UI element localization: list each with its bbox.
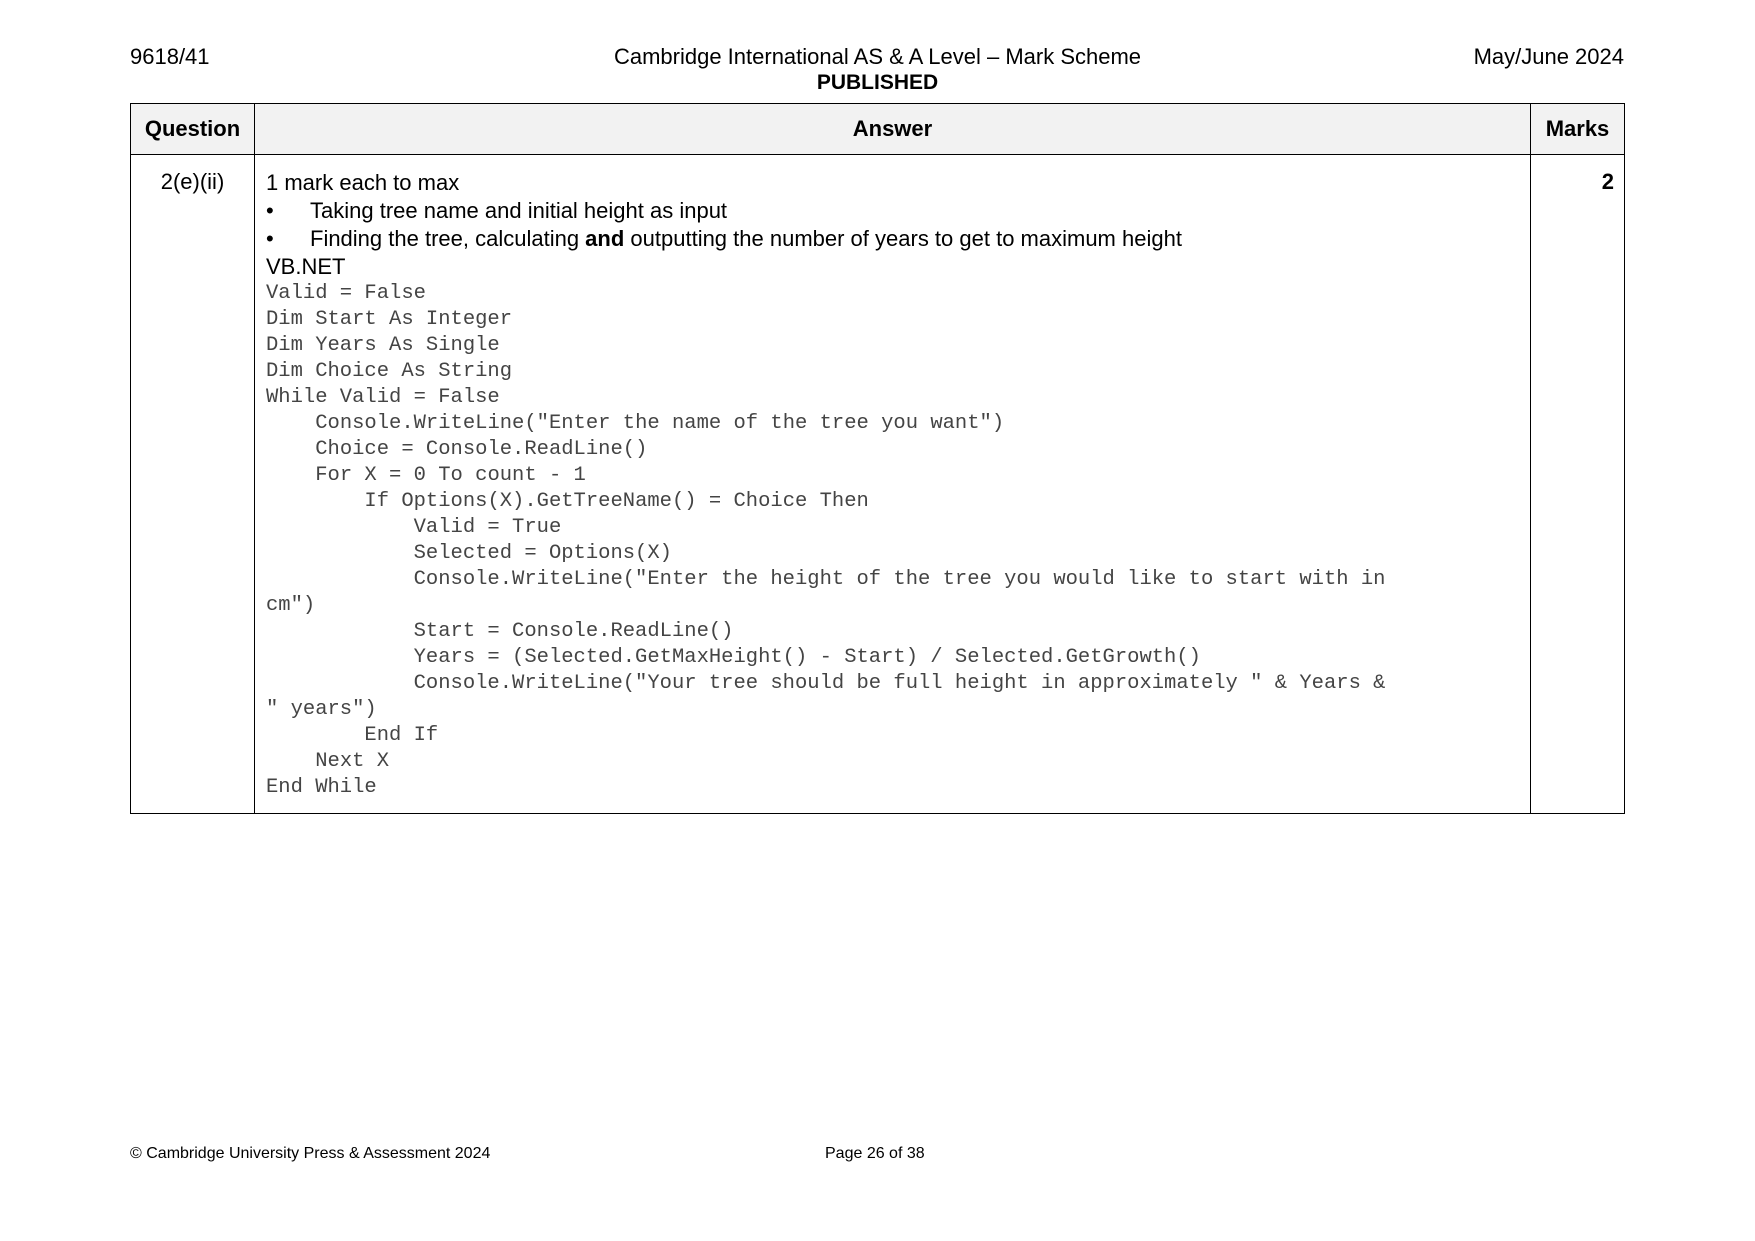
- marking-point-text: Taking tree name and initial height as input: [310, 198, 728, 223]
- code-line: While Valid = False: [266, 386, 500, 409]
- marks-value: 2: [1531, 155, 1625, 814]
- code-line: Dim Choice As String: [266, 360, 513, 383]
- code-line: cm"): [266, 594, 316, 617]
- page-number: Page 26 of 38: [825, 1145, 925, 1162]
- paper-code: 9618/41: [130, 44, 210, 69]
- answer-cell: [255, 155, 1531, 814]
- code-line: Console.WriteLine("Your tree should be full height in approximately " & Years &: [266, 672, 1386, 695]
- marking-point-text: Finding the tree, calculating and outputting the number of years to get to maximum height: [310, 226, 1182, 251]
- code-line: End While: [266, 776, 377, 799]
- code-line: Next X: [266, 750, 390, 773]
- code-line: End If: [266, 724, 439, 747]
- code-line: Valid = False: [266, 282, 426, 305]
- published-label: PUBLISHED: [816, 71, 939, 94]
- question-column-header: Question: [131, 104, 255, 155]
- table-row: [131, 155, 1625, 814]
- code-line: Dim Years As Single: [266, 334, 500, 357]
- question-number: 2(e)(ii): [131, 155, 255, 814]
- code-line: Selected = Options(X): [266, 542, 672, 565]
- code-line: Years = (Selected.GetMaxHeight() - Start) / Selected.GetGrowth(): [266, 646, 1201, 669]
- exam-session: May/June 2024: [1473, 44, 1624, 69]
- code-listing: [266, 281, 1520, 801]
- code-line: Choice = Console.ReadLine(): [266, 438, 648, 461]
- bullet-icon: •: [266, 226, 274, 251]
- bullet-icon: •: [266, 198, 274, 223]
- code-line: If Options(X).GetTreeName() = Choice Then: [266, 490, 869, 513]
- answer-column-header: Answer: [255, 104, 1531, 155]
- marking-point: [266, 225, 1520, 253]
- code-line: Console.WriteLine("Enter the name of the tree you want"): [266, 412, 1005, 435]
- code-line: For X = 0 To count - 1: [266, 464, 586, 487]
- code-line: Start = Console.ReadLine(): [266, 620, 734, 643]
- document-title: Cambridge International AS & A Level – Mark Scheme: [613, 44, 1142, 69]
- language-label: VB.NET: [266, 254, 346, 279]
- copyright-notice: © Cambridge University Press & Assessment 2024: [130, 1145, 491, 1162]
- marking-point: [266, 197, 1520, 225]
- code-line: Console.WriteLine("Enter the height of the tree you would like to start with in: [266, 568, 1386, 591]
- code-line: " years"): [266, 698, 377, 721]
- mark-scheme-table: [130, 103, 1625, 814]
- table-header-row: [131, 104, 1625, 155]
- code-line: Valid = True: [266, 516, 562, 539]
- code-line: Dim Start As Integer: [266, 308, 513, 331]
- mark-instruction: 1 mark each to max: [266, 170, 460, 195]
- marks-column-header: Marks: [1531, 104, 1625, 155]
